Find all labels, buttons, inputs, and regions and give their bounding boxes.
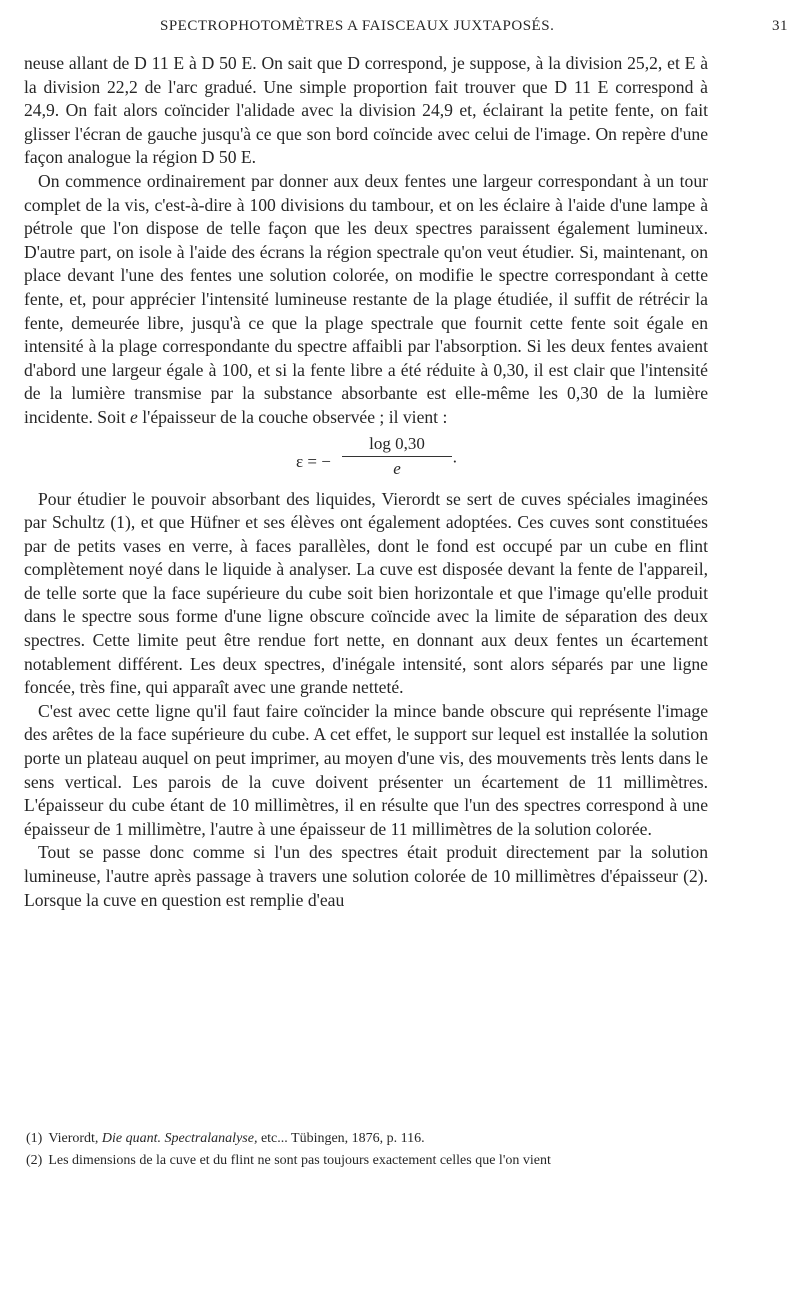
paragraph-measurement-end: l'épaisseur de la couche observée ; il vient :: [142, 406, 448, 427]
formula-trailing-dot: ·: [452, 451, 458, 471]
footnote-2-mark: (2): [26, 1153, 43, 1168]
paragraph-continuation: neuse allant de D 11 E à D 50 E. On sait que D correspond, je suppose, à la division 25,2, et E à la division 22,2 de l'arc gradué. Une simple proportion fait trouver que D 11 E correspond à 24,9. On fait alors coïncider l'alidade avec la division 24,9 et, éclairant la petite fente, on fait glisser l'écran de gauche jusqu'à ce que son bord coïncide avec celui de l'image. On repère d'une façon analogue la région D 50 E.: [24, 53, 708, 168]
page-header: [0, 14, 800, 40]
paragraph-ligne: C'est avec cette ligne qu'il faut faire coïncider la mince bande obscure qui représente l'image des arêtes de la face supérieure du cube. A cet effet, le support sur lequel est installée la solution porte un plateau auquel on peut imprimer, au moyen d'une vis, des mouvements très lents dans le sens vertical. Les parois de la cuve doivent présenter un écartement de 11 millimètres. L'épaisseur du cube étant de 10 millimètres, il en résulte que l'un des spectres correspond à une épaisseur de 1 millimètre, l'autre à une épaisseur de 11 millimètres de la solution colorée.: [24, 700, 708, 839]
thickness-variable: e: [130, 406, 138, 427]
footnotes: [26, 1128, 716, 1172]
footnote-1-mark: (1): [26, 1131, 43, 1146]
footnote-2: [26, 1150, 716, 1172]
formula-denominator: e: [393, 459, 401, 479]
footnote-1-author: Vierordt,: [48, 1131, 99, 1146]
body-text: [24, 52, 708, 912]
formula-lhs: ε = −: [296, 451, 331, 471]
paragraph-conclusion: Tout se passe donc comme si l'un des spectres était produit directement par la solution lumineuse, l'autre après passage à travers une solution colorée de 10 millimètres d'épaisseur (2). Lorsque la cuve en question est remplie d'eau: [24, 842, 708, 910]
page-number: 31: [772, 18, 788, 34]
formula-numerator: log 0,30: [342, 432, 452, 458]
footnote-1-rest: etc... Tübingen, 1876, p. 116.: [260, 1131, 425, 1146]
formula-fraction: [342, 432, 452, 481]
paragraph-measurement: [24, 170, 708, 430]
formula: [24, 430, 708, 488]
paragraph-cuves: Pour étudier le pouvoir absorbant des liquides, Vierordt se sert de cuves spéciales imaginées par Schultz (1), et que Hüfner et ses élèves ont également adoptées. Ces cuves sont constituées par de petits vases en verre, à faces parallèles, dont le fond est occupé par un cube en flint complètement noyé dans le liquide à analyser. La cuve est disposée devant la fente de l'appareil, de telle sorte que la face supérieure du cube soit bien horizontale et que l'image qu'elle produit dans le spectre sous forme d'une ligne obscure coïncide avec la limite de séparation des deux spectres. Cette limite peut être rendue fort nette, en donnant aux deux fentes un écartement notablement différent. Les deux spectres, d'inégale intensité, sont alors séparés par une ligne foncée, très fine, qui apparaît avec une grande netteté.: [24, 488, 708, 698]
footnote-2-text: Les dimensions de la cuve et du flint ne sont pas toujours exactement celles que l'on vient: [48, 1153, 551, 1168]
footnote-1-title: Die quant. Spectralanalyse,: [101, 1131, 258, 1146]
running-title: SPECTROPHOTOMÈTRES A FAISCEAUX JUXTAPOSÉS.: [160, 18, 555, 34]
paragraph-measurement-text: On commence ordinairement par donner aux deux fentes une largeur correspondant à un tour complet de la vis, c'est-à-dire à 100 divisions du tambour, et on les éclaire à l'aide d'une lampe à pétrole que l'on dispose de telle façon que les deux spectres paraissent également lumineux. D'autre part, on isole à l'aide des écrans la région spectrale qu'on veut étudier. Si, maintenant, on place devant l'une des fentes une solution colorée, on modifie le spectre correspondant à cette fente, et, pour apprécier l'intensité lumineuse restante de la plage étudiée, il suffit de rétrécir la fente, demeurée libre, jusqu'à ce que la plage spectrale que fournit cette fente soit égale en intensité à la plage correspondante du spectre affaibli par l'absorption. Si les deux fentes avaient d'abord une largeur égale à 100, et si la fente libre a été réduite à 0,30, il est clair que l'intensité de la lumière transmise par la substance absorbante est elle-même les 0,30 de la lumière incidente. Soit: [24, 170, 708, 427]
footnote-1: [26, 1128, 716, 1150]
